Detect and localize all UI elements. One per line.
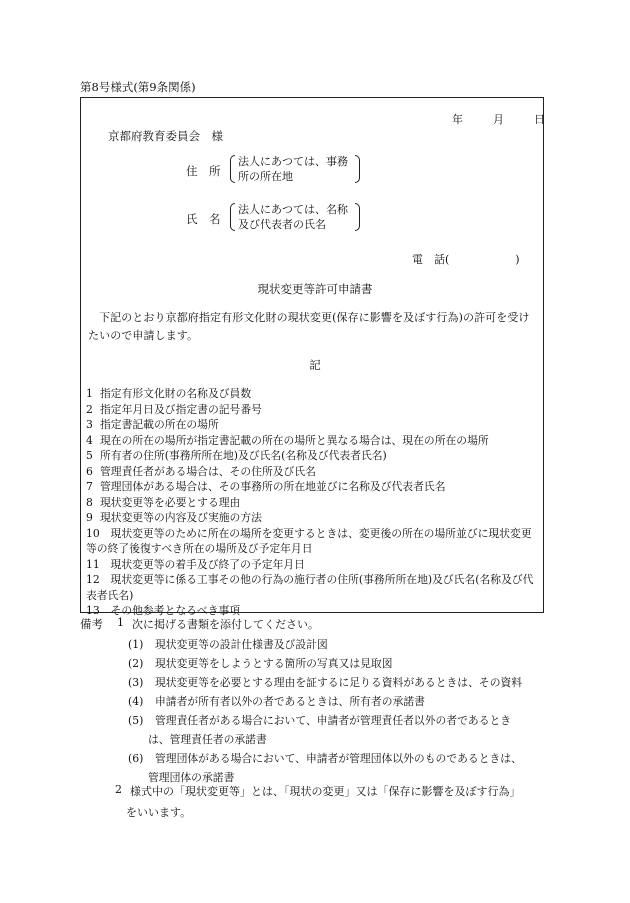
ki-heading: 記: [309, 358, 321, 372]
name-note-line2: 及び代表者の氏名: [238, 218, 326, 231]
name-note-line1: 法人にあつては、名称: [238, 203, 348, 216]
list-item: 7 管理団体がある場合は、その事務所の所在地並びに名称及び代表者氏名: [86, 480, 446, 493]
addressee: 京都府教育委員会 様: [108, 129, 223, 143]
date-day: 日: [534, 113, 545, 126]
address-note: [230, 155, 360, 185]
date-line: [452, 111, 545, 127]
list-item: 11 現状変更等の着手及び終了の予定年月日: [86, 557, 305, 571]
list-item: 12 現状変更等に係る工事その他の行為の施行者の住所(事務所所在地)及び氏名(名称及び代表者氏名): [86, 573, 534, 602]
item-list: [86, 386, 542, 619]
document-page: 第8号様式(第9条関係) 年 月 日 京都府教育委員会 様 住 所 法人にあつては、事務 所の所在地 氏 名 法人にあつては、名称 及び代表者の氏名 電 話( ) 現状変更等許可申請書 下記のとおり京都府指定有形文化財の現状変更(保存に影響を及ぼす行為)の許可を受けたいので申請します。 記 1 指定有形文化財の名称及び員数 2 指定年月日及び指定書の記号番号 3 指定書記載の所在の場所 4 現在の所在の場所が指定書記載の所在の場所と異なる場合は、現在の所在の場所 5 所有者の住所(事務所所在地)及び氏名(名称及び代表者氏名) 6 管理責任者がある場合は、その住所及び氏名 7 管理団体がある場合は、その事務所の所在地並びに名称及び代表者氏名 8 現状変更等を必要とする理由 9 現状変更等の内容及び実施の方法 10 現状変更等のために所在の場所を変更するときは、変更後の所在の場所並びに現状変更等の終了後復すべき所在の場所及び予定年月日 11 現状変更等の着手及び終了の予定年月日 12 現状変更等に係る工事その他の行為の施行者の住所(事務所所在地)及び氏名(名称及び代表者氏名) 13 その他参考となるべき事項 備考 1 次に掲げる書類を添付してください。 (1) 現状変更等の設計仕様書及び設計図 (2) 現状変更等をしようとする箇所の写真又は見取図 (3) 現状変更等を必要とする理由を証するに足りる資料があるときは、その資料 (4) 申請者が所有者以外の者であるときは、所有者の承諾書 (5) 管理責任者がある場合において、申請者が管理責任者以外の者であるとき は、管理責任者の承諾書 (6) 管理団体がある場合において、申請者が管理団体以外のものであるときは、 管理団体の承諾書 2 様式中の「現状変更等」とは、「現状の変更」又は「保存に影響を及ぼす行為」 をいいます。: [0, 0, 630, 903]
date-year: 年: [452, 113, 463, 126]
list-item: 5 所有者の住所(事務所所在地)及び氏名(名称及び代表者氏名): [86, 449, 387, 462]
address-note-line2: 所の所在地: [238, 170, 293, 183]
list-item: 3 指定書記載の所在の場所: [86, 418, 219, 431]
body-text: 下記のとおり京都府指定有形文化財の現状変更(保存に影響を及ぼす行為)の許可を受けたいので申請します。: [88, 311, 530, 342]
list-item: 1 指定有形文化財の名称及び員数: [86, 387, 252, 400]
address-label: 住 所: [186, 164, 221, 178]
note2-text: 様式中の「現状変更等」とは、「現状の変更」又は「保存に影響を及ぼす行為」: [130, 785, 521, 798]
list-item: 13 その他参考となるべき事項: [86, 604, 241, 617]
list-item: 6 管理責任者がある場合は、その住所及び氏名: [86, 464, 316, 478]
note2-number: 2: [115, 783, 122, 796]
right-bracket: [355, 203, 360, 231]
left-bracket: [230, 203, 235, 231]
note1-text: 次に掲げる書類を添付してください。: [132, 618, 319, 631]
note2-text-continued: をいいます。: [126, 806, 192, 819]
notes-title: 備考: [80, 617, 103, 631]
document-title: 現状変更等許可申請書: [257, 282, 373, 296]
note1-number: 1: [117, 616, 124, 629]
date-month: 月: [493, 113, 504, 126]
list-item: 4 現在の所在の場所が指定書記載の所在の場所と異なる場合は、現在の所在の場所: [86, 433, 489, 447]
phone-field: 電 話( ): [412, 253, 520, 266]
address-note-line1: 法人にあつては、事務: [238, 155, 348, 168]
list-item: 10 現状変更等のために所在の場所を変更するときは、変更後の所在の場所並びに現状変更等の終了後復すべき所在の場所及び予定年月日: [86, 526, 532, 555]
form-number-label: 第8号様式(第9条関係): [80, 80, 196, 94]
name-label: 氏 名: [186, 212, 221, 226]
list-item: 9 現状変更等の内容及び実施の方法: [86, 511, 262, 524]
right-bracket: [355, 155, 360, 183]
list-item: 2 指定年月日及び指定書の記号番号: [86, 402, 262, 416]
name-note: [230, 203, 360, 233]
left-bracket: [230, 155, 235, 183]
list-item: 8 現状変更等を必要とする理由: [86, 495, 241, 509]
